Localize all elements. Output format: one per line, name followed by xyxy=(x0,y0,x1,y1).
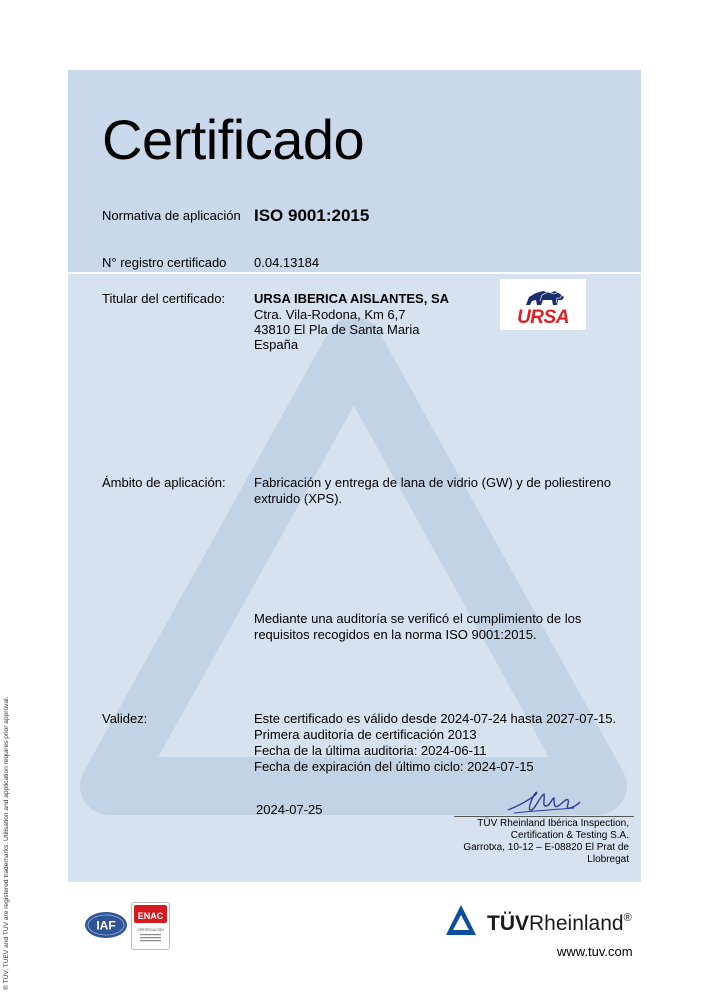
issuer-line-1: TÜV Rheinland Ibérica Inspection, xyxy=(477,818,629,829)
issue-date: 2024-07-25 xyxy=(256,802,323,817)
ursa-bear-logo-icon xyxy=(500,279,586,330)
brand-bold: TÜV xyxy=(487,912,529,935)
tuv-website-url: www.tuv.com xyxy=(557,944,633,959)
holder-label: Titular del certificado: xyxy=(102,291,226,306)
audit-line-2: requisitos recogidos en la norma ISO 9001:2015. xyxy=(254,627,537,642)
tuv-triangle-icon xyxy=(446,905,476,935)
issuer-line-3: Garrotxa, 10-12 – E-08820 El Prat de xyxy=(463,842,629,853)
validity-line-1: Este certificado es válido desde 2024-07-24 hasta 2027-07-15. xyxy=(254,711,617,726)
page-title: Certificado xyxy=(102,108,365,171)
holder-address-2: 43810 El Pla de Santa Maria xyxy=(254,322,420,337)
issuer-line-2: Certification & Testing S.A. xyxy=(510,830,629,841)
certificate-panel xyxy=(68,70,641,882)
validity-line-3: Fecha de la última auditoria: 2024-06-11 xyxy=(254,743,487,758)
iaf-logo-icon xyxy=(84,910,128,940)
standard-value: ISO 9001:2015 xyxy=(254,206,370,225)
brand-mark: ® xyxy=(623,912,632,924)
enac-logo-subtext: CERTIFICACIÓN xyxy=(137,928,164,932)
validity-label: Validez: xyxy=(102,711,148,726)
svg-text:TÜVRheinland® xyxy=(487,912,632,935)
registration-label: N° registro certificado xyxy=(102,255,227,270)
registration-value: 0.04.13184 xyxy=(254,255,320,270)
scope-line-1: Fabricación y entrega de lana de vidrio (GW) y de poliestireno xyxy=(254,475,611,490)
enac-logo-icon xyxy=(131,902,170,950)
tuv-rheinland-logo xyxy=(443,902,638,943)
validity-line-4: Fecha de expiración del último ciclo: 2024-07-15 xyxy=(254,759,534,774)
holder-name: URSA IBERICA AISLANTES, SA xyxy=(254,291,450,306)
holder-address-1: Ctra. Vila-Rodona, Km 6,7 xyxy=(254,307,406,322)
trademark-note: ® TÜV, TUEV and TUV are registered trademarks. Utilisation and application requires prior approval. xyxy=(3,696,10,990)
signature-line xyxy=(454,816,634,817)
enac-logo-text: ENAC xyxy=(137,911,164,921)
holder-address-3: España xyxy=(254,337,299,352)
scope-line-2: extruido (XPS). xyxy=(254,491,343,506)
standard-label: Normativa de aplicación xyxy=(102,208,241,223)
brand-regular: Rheinland xyxy=(529,912,624,935)
signature-icon xyxy=(504,786,584,818)
iaf-logo-text: IAF xyxy=(96,918,116,933)
validity-line-2: Primera auditoría de certificación 2013 xyxy=(254,727,477,742)
audit-line-1: Mediante una auditoría se verificó el cumplimiento de los xyxy=(254,611,582,626)
ursa-logo-text: URSA xyxy=(517,307,569,328)
issuer-block xyxy=(454,818,629,866)
scope-label: Ámbito de aplicación: xyxy=(102,475,226,490)
issuer-line-4: Llobregat xyxy=(587,854,629,865)
